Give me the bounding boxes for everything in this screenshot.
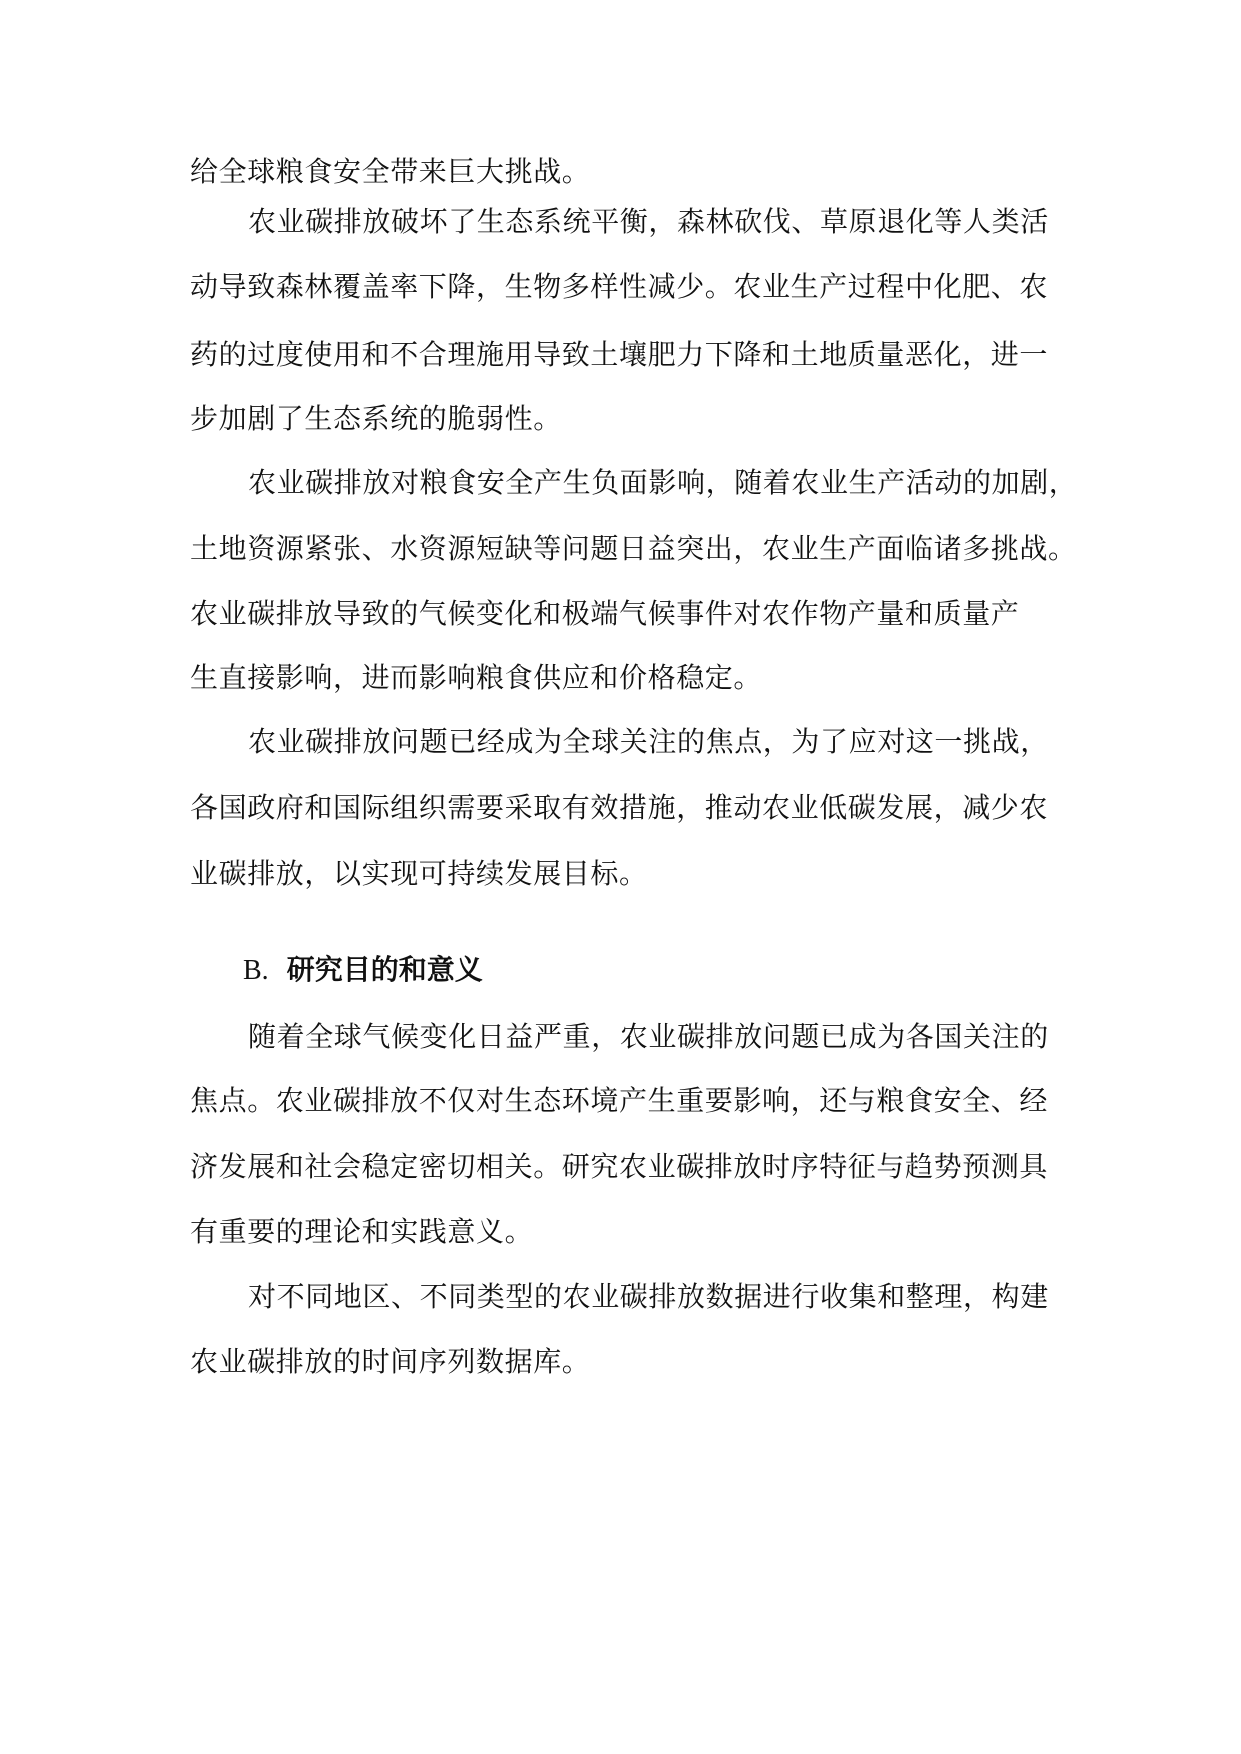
paragraph-line: 农业碳排放的时间序列数据库。	[190, 1345, 591, 1378]
paragraph-line: 有重要的理论和实践意义。	[190, 1215, 534, 1248]
paragraph-line: 动导致森林覆盖率下降，生物多样性减少。农业生产过程中化肥、农	[190, 270, 1049, 303]
paragraph-line: 随着全球气候变化日益严重，农业碳排放问题已成为各国关注的	[248, 1020, 1049, 1053]
section-heading	[243, 950, 483, 991]
paragraph-line: 农业碳排放问题已经成为全球关注的焦点，为了应对这一挑战，	[248, 725, 1049, 758]
paragraph-line: 农业碳排放对粮食安全产生负面影响，随着农业生产活动的加剧，	[248, 466, 1078, 499]
paragraph-line: 步加剧了生态系统的脆弱性。	[190, 402, 562, 435]
paragraph-line: 济发展和社会稳定密切相关。研究农业碳排放时序特征与趋势预测具	[190, 1150, 1049, 1183]
paragraph-line: 焦点。农业碳排放不仅对生态环境产生重要影响，还与粮食安全、经	[190, 1084, 1049, 1117]
paragraph-line: 土地资源紧张、水资源短缺等问题日益突出，农业生产面临诸多挑战。	[190, 532, 1077, 565]
section-title: 研究目的和意义	[286, 953, 483, 986]
paragraph-line: 给全球粮食安全带来巨大挑战。	[190, 155, 591, 188]
paragraph-line: 药的过度使用和不合理施用导致土壤肥力下降和土地质量恶化，进一	[190, 338, 1049, 371]
paragraph-line: 农业碳排放破坏了生态系统平衡，森林砍伐、草原退化等人类活	[248, 205, 1049, 238]
paragraph-line: 生直接影响，进而影响粮食供应和价格稳定。	[190, 661, 763, 694]
paragraph-line: 对不同地区、不同类型的农业碳排放数据进行收集和整理，构建	[248, 1280, 1049, 1313]
section-label: B.	[243, 955, 269, 986]
paragraph-line: 农业碳排放导致的气候变化和极端气候事件对农作物产量和质量产	[190, 597, 1020, 630]
paragraph-line: 业碳排放，以实现可持续发展目标。	[190, 857, 648, 890]
paragraph-line: 各国政府和国际组织需要采取有效措施，推动农业低碳发展，减少农	[190, 791, 1049, 824]
